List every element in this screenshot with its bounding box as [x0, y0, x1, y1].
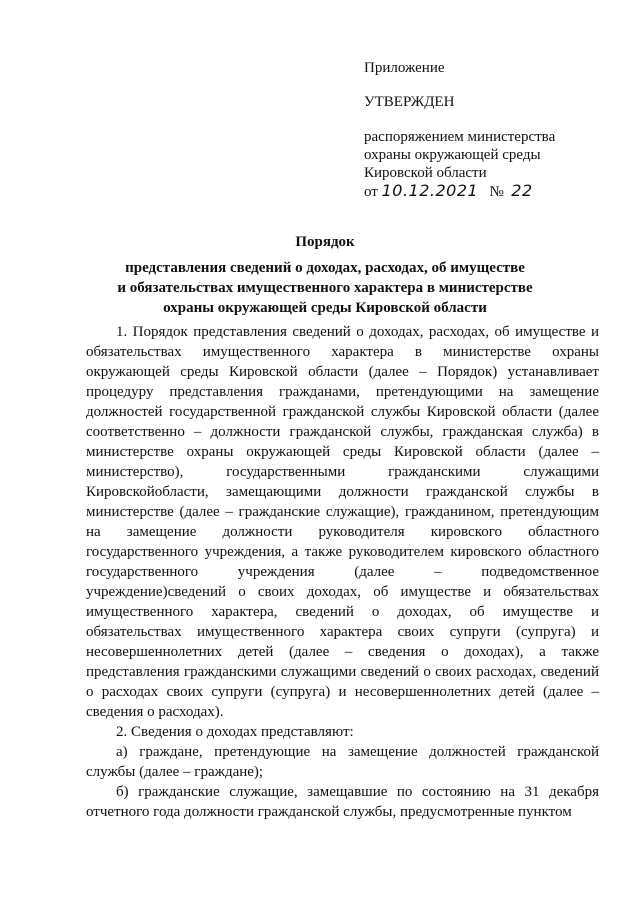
appendix-block — [364, 59, 624, 201]
approved-by-line: Кировской области — [364, 165, 487, 181]
paragraph-1: 1. Порядок представления сведений о доходах, расходах, об имуществе и обязательствах имущественного характера в министерстве охраны окружающей среды Кировской области (далее – Порядок) устанавливает процедуру представления гражданами, претендующими на замещение должностей государственной гражданской службы Кировской области (далее соответственно – должности гражданской службы, гражданская служба) в министерстве охраны окружающей среды Кировской области (далее – министерство), государственными гражданскими служащими Кировскойобласти, замещающими должности гражданской службы в министерстве (далее – гражданские служащие), гражданином, претендующим на замещение должности руководителя кировского областного государственного учреждения, а также руководителем кировского областного государственного учреждения (далее – подведомственное учреждение)сведений о своих доходах, об имуществе и обязательствах имущественного характера, сведений о доходах, об имуществе и обязательствах имущественного характера своих супруги (супруга) и несовершеннолетних детей (далее – сведения о доходах), а также представления гражданскими служащими сведений о своих расходах, сведений о расходах своих супруги (супруга) и несовершеннолетних детей (далее – сведения о расходах). — [86, 324, 599, 720]
title-line: и обязательствах имущественного характера в министерстве — [117, 280, 533, 296]
date-number-line — [364, 182, 624, 201]
title-line: охраны окружающей среды Кировской области — [163, 300, 487, 316]
paragraph-2a: а) граждане, претендующие на замещение должностей гражданской службы (далее – граждане); — [86, 744, 599, 780]
handwritten-number: 22 — [511, 181, 533, 200]
approved-label: УТВЕРЖДЕН — [364, 94, 455, 110]
approved-by — [364, 128, 624, 201]
paragraph-2: 2. Сведения о доходах представляют: — [116, 724, 354, 740]
document-body — [86, 322, 599, 822]
approved-by-line: охраны окружающей среды — [364, 147, 541, 163]
number-prefix: № — [489, 184, 504, 200]
title-heading: Порядок — [295, 234, 355, 250]
title-line: представления сведений о доходах, расходах, об имуществе — [125, 260, 525, 276]
paragraph-2b: б) гражданские служащие, замещавшие по состоянию на 31 декабря отчетного года должности гражданской службы, предусмотренные пунктом — [86, 784, 599, 820]
appendix-label: Приложение — [364, 60, 445, 76]
handwritten-date: 10.12.2021 — [381, 181, 479, 200]
date-prefix: от — [364, 184, 378, 200]
document-title — [50, 232, 600, 318]
approved-by-line: распоряжением министерства — [364, 129, 556, 145]
